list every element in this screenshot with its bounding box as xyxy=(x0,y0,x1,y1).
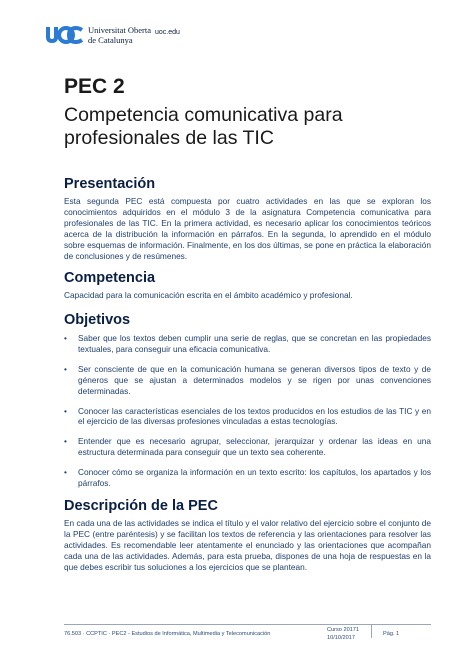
logo-line-1: Universitat Oberta xyxy=(88,25,152,35)
bullet-icon: • xyxy=(64,333,67,343)
heading-objetivos: Objetivos xyxy=(64,312,131,328)
list-item xyxy=(64,364,431,397)
heading-descripcion: Descripción de la PEC xyxy=(64,498,218,514)
list-item-text: Saber que los textos deben cumplir una serie de reglas, que se concretan en las propiedades textuales, para conseguir una eficacia comunicativa. xyxy=(78,333,431,354)
logo-text xyxy=(88,25,151,45)
footer-date: 10/10/2017 xyxy=(327,635,355,641)
section-objetivos xyxy=(64,312,431,498)
list-item-text: Entender que es necesario agrupar, seleccionar, jerarquizar y ordenar las ideas en una estructura determinada para conseguir que un texto sea coherente. xyxy=(78,436,431,458)
paragraph-competencia: Capacidad para la comunicación escrita en el ámbito académico y profesional. xyxy=(64,290,353,300)
footer-date-block xyxy=(327,626,359,642)
list-item-text: Ser consciente de que en la comunicación humana se generan diversos tipos de texto y de géneros que se ajustan a determinados modelos y se rigen por unas convenciones determinadas. xyxy=(78,363,431,396)
list-item xyxy=(64,467,431,489)
page-number: Pág. 1 xyxy=(383,631,400,637)
bullet-icon: • xyxy=(64,467,67,478)
bullet-icon: • xyxy=(64,363,67,374)
site-url-link[interactable]: uoc.edu xyxy=(155,29,180,36)
list-item-text: Conocer las características esenciales de los textos producidos en los estudios de las TIC y en el ejercicio de las diversas profesiones vinculadas a estas tecnologías. xyxy=(78,405,431,427)
uoc-logo-icon xyxy=(45,25,83,45)
footer-course-info: 76.503 · CCPTIC · PEC2 - Estudios de Informática, Multimedia y Telecomunicación xyxy=(64,631,271,637)
list-item-text: Conocer cómo se organiza la información en un texto escrito: los capítulos, los apartados y los párrafos. xyxy=(78,467,431,489)
list-item xyxy=(64,406,431,428)
section-presentacion xyxy=(64,176,431,261)
section-competencia xyxy=(64,270,431,301)
list-item xyxy=(64,436,431,458)
heading-competencia: Competencia xyxy=(64,270,156,286)
objetivos-list xyxy=(64,333,431,489)
logo-line-2: de Catalunya xyxy=(88,35,133,45)
footer-separator xyxy=(371,624,372,638)
footer-divider xyxy=(64,624,431,625)
bullet-icon: • xyxy=(64,405,67,416)
paragraph-presentacion: Esta segunda PEC está compuesta por cuatro actividades en las que se exploran los conocimientos adquiridos en el módulo 3 de la asignatura Competencia comunicativa para profesionales de las TIC. En la primera actividad, es necesario aplicar los conocimientos teóricos acerca de la distribución la información en párrafos. En la segunda, lo aprendido en el módulo sobre esquemas de información. Finalmente, en los dos últimas, se pone en práctica la elaboración de conclusiones y de resúmenes. xyxy=(64,196,431,261)
list-item xyxy=(64,333,431,355)
pec-number: PEC 2 xyxy=(64,75,125,98)
footer-course: Curso 20171 xyxy=(327,627,360,633)
paragraph-descripcion: En cada una de las actividades se indica el título y el valor relativo del ejercicio sobre el conjunto de la PEC (entre paréntesis) y se facilitan los textos de referencia y las orientaciones para resolver las actividades. Es recomendable leer atentamente el enunciado y las orientaciones que acompañan cada una de las actividades. Además, para esta prueba, dispones de una hoja de respuestas en la que debes escribir tus soluciones a los ejercicios que se plantean. xyxy=(64,518,431,572)
heading-presentacion: Presentación xyxy=(64,176,156,192)
document-title: Competencia comunicativa para profesionales de las TIC xyxy=(64,104,343,149)
bullet-icon: • xyxy=(64,436,67,447)
section-descripcion xyxy=(64,498,431,573)
